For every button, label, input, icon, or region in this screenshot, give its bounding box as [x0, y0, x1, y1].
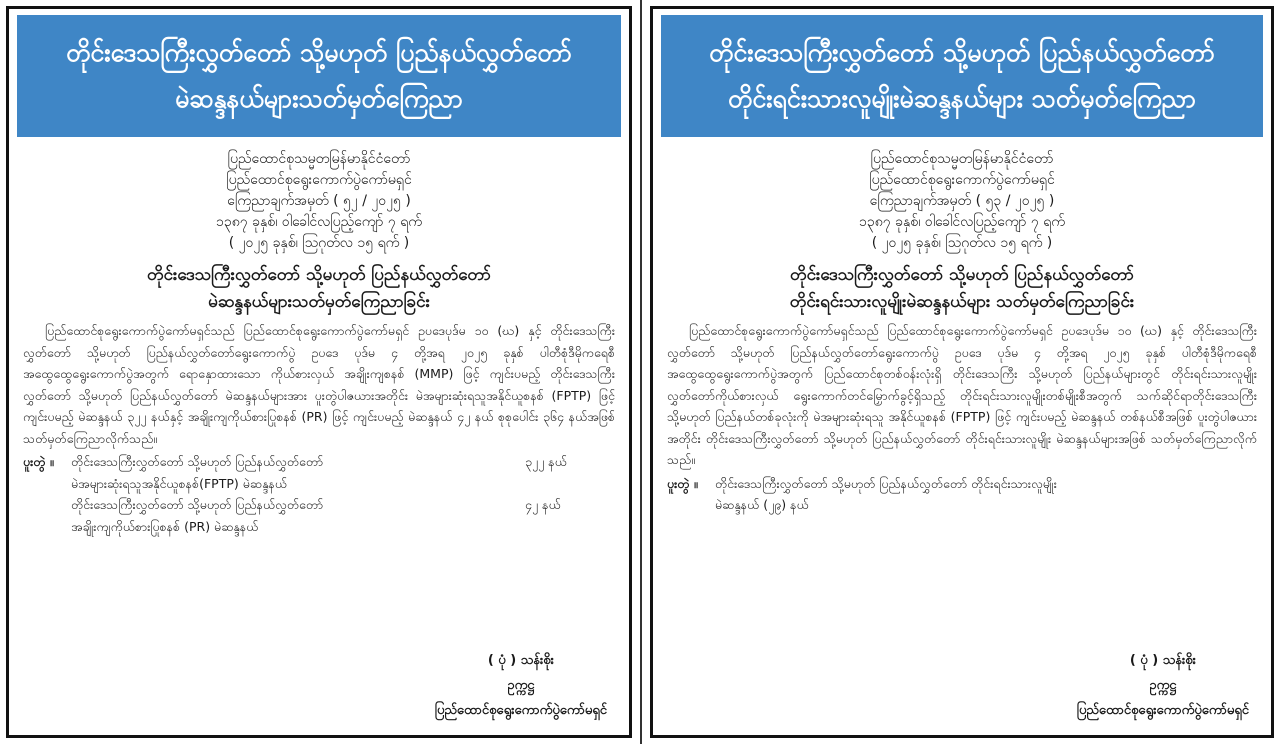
list-item-text: တိုင်းဒေသကြီးလွှတ်တော် သို့မဟုတ် ပြည်နယ်လွှတ်တော် တိုင်းရင်းသားလူမျိုး: [715, 475, 1057, 491]
body-paragraph-right: ပြည်ထောင်စုရွေးကောက်ပွဲကော်မရှင်သည် ပြည်ထောင်စုရွေးကောက်ပွဲကော်မရှင် ဥပဒေပုဒ်မ ၁၀ (ဃ) နှင့် တိုင်းဒေသကြီးလွှတ်တော် သို့မဟုတ် ပြည်နယ်လွှတ်တော်ရွေးကောက်ပွဲ ဥပဒေ ပုဒ်မ ၄ တို့အရ ၂၀၂၅ ခုနှစ် ပါတီစုံဒီမိုကရေစီအထွေထွေရွေးကောက်ပွဲအတွက် ပြည်ထောင်စုတစ်ဝန်းလုံးရှိ တိုင်းဒေသကြီး သို့မဟုတ် ပြည်နယ်များတွင် တိုင်းရင်းသားလူမျိုးလွှတ်တော်ကိုယ်စားလှယ် ရွေးကောက်တင်မြှောက်ခွင့်ရှိသည့် တိုင်းရင်းသားလူမျိုးတစ်မျိုးစီအတွက် သက်ဆိုင်ရာတိုင်းဒေသကြီး သို့မဟုတ် ပြည်နယ်တစ်ခုလုံးကို မဲအများဆုံးရသူ အနိုင်ယူစနစ် (FPTP) ဖြင့် ကျင်းပမည့် မဲဆန္ဒနယ် တစ်နယ်စီအဖြစ် ပူးတွဲပါဇယားအတိုင်း တိုင်းဒေသကြီးလွှတ်တော် သို့မဟုတ် ပြည်နယ်လွှတ်တော် တိုင်းရင်းသားလူမျိုး မဲဆန္ဒနယ်များအဖြစ် သတ်မှတ်ကြေညာလိုက်သည်။: [667, 323, 1257, 467]
subheading-line1: တိုင်းဒေသကြီးလွှတ်တော် သို့မဟုတ် ပြည်နယ်လွှတ်တော်: [147, 265, 491, 285]
banner-title-line2: မဲဆန္ဒနယ်များသတ်မှတ်ကြေညာ: [175, 84, 463, 113]
list-item-text-cont: အချိုးကျကိုယ်စားပြုစနစ် (PR) မဲဆန္ဒနယ်: [71, 518, 259, 534]
meta-myanmar-date: ၁၃၈၇ ခုနှစ်၊ ဝါခေါင်လပြည့်ကျော် ၇ ရက်: [859, 214, 1065, 230]
signer-role: ဥက္ကဋ္ဌ: [507, 678, 535, 693]
subheading-line2: မဲဆန္ဒနယ်များသတ်မှတ်ကြေညာခြင်း: [208, 292, 430, 312]
meta-country: ပြည်ထောင်စုသမ္မတမြန်မာနိုင်ငံတော်: [870, 151, 1054, 167]
meta-commission: ပြည်ထောင်စုရွေးကောက်ပွဲကော်မရှင်: [869, 172, 1055, 188]
meta-announcement-number: ကြေညာချက်အမှတ် ( ၅၂ / ၂၀၂၅ ): [227, 193, 411, 209]
signature-block-left: [435, 648, 607, 723]
meta-announcement-number: ကြေညာချက်အမှတ် ( ၅၃ / ၂၀၂၅ ): [869, 193, 1055, 209]
list-item: [23, 494, 615, 516]
meta-myanmar-date: ၁၃၈၇ ခုနှစ်၊ ဝါခေါင်လပြည့်ကျော် ၇ ရက်: [216, 214, 422, 230]
meta-gregorian-date: ( ၂၀၂၅ ခုနှစ်၊ ဩဂုတ်လ ၁၅ ရက် ): [228, 235, 410, 251]
signature-block-right: [1077, 648, 1249, 723]
banner-title-line1: တိုင်းဒေသကြီးလွှတ်တော် သို့မဟုတ် ပြည်နယ်လွှတ်တော်: [709, 38, 1215, 67]
banner-right: [661, 15, 1263, 137]
attachment-list-left: [23, 451, 615, 537]
banner-title-line1: တိုင်းဒေသကြီးလွှတ်တော် သို့မဟုတ် ပြည်နယ်လွှတ်တော်: [66, 38, 572, 67]
list-item-text-cont: မဲအများဆုံးရသူအနိုင်ယူစနစ်(FPTP) မဲဆန္ဒနယ်: [71, 475, 288, 491]
meta-commission: ပြည်ထောင်စုရွေးကောက်ပွဲကော်မရှင်: [226, 172, 412, 188]
subheading-right: [667, 262, 1257, 316]
signer-role: ဥက္ကဋ္ဌ: [1149, 678, 1177, 693]
list-item-count: ၄၂ နယ်: [525, 497, 561, 512]
announcement-panel-right: [650, 6, 1274, 738]
signer-org: ပြည်ထောင်စုရွေးကောက်ပွဲကော်မရှင်: [434, 703, 607, 718]
signer-org: ပြည်ထောင်စုရွေးကောက်ပွဲကော်မရှင်: [1076, 703, 1249, 718]
attachment-list-right: [667, 473, 1257, 516]
banner-left: [17, 15, 621, 137]
body-paragraph-left: ပြည်ထောင်စုရွေးကောက်ပွဲကော်မရှင်သည် ပြည်ထောင်စုရွေးကောက်ပွဲကော်မရှင် ဥပဒေပုဒ်မ ၁၀ (ဃ) နှင့် တိုင်းဒေသကြီးလွှတ်တော် သို့မဟုတ် ပြည်နယ်လွှတ်တော်ရွေးကောက်ပွဲ ဥပဒေ ပုဒ်မ ၄ တို့အရ ၂၀၂၅ ခုနှစ် ပါတီစုံဒီမိုကရေစီအထွေထွေရွေးကောက်ပွဲအတွက် ရောနှောထားသော ကိုယ်စားလှယ် အချိုးကျစနစ် (MMP) ဖြင့် ကျင်းပမည့် တိုင်းဒေသကြီးလွှတ်တော် သို့မဟုတ် ပြည်နယ်လွှတ်တော် မဲဆန္ဒနယ်များအား ပူးတွဲပါဇယားအတိုင်း မဲအများဆုံးရသူအနိုင်ယူစနစ် (FPTP) ဖြင့် ကျင်းပမည့် မဲဆန္ဒနယ် ၃၂၂ နယ်နှင့် အချိုးကျကိုယ်စားပြုစနစ် (PR) ဖြင့် ကျင်းပမည့် မဲဆန္ဒနယ် ၄၂ နယ် စုစုပေါင်း ၃၆၄ နယ်အဖြစ် သတ်မှတ်ကြေညာလိုက်သည်။: [23, 323, 615, 446]
meta-gregorian-date: ( ၂၀၂၅ ခုနှစ်၊ ဩဂုတ်လ ၁၅ ရက် ): [871, 235, 1053, 251]
attachment-label: ပူးတွဲ ။: [23, 454, 54, 469]
announcement-panel-left: [6, 6, 632, 738]
subheading-line1: တိုင်းဒေသကြီးလွှတ်တော် သို့မဟုတ် ပြည်နယ်လွှတ်တော်: [790, 265, 1134, 285]
panel-divider: [640, 0, 642, 744]
meta-block-right: [667, 149, 1257, 254]
signer-name: ( ပုံ ) သန်းစိုး: [487, 653, 554, 668]
list-item: [23, 451, 615, 473]
meta-country: ပြည်ထောင်စုသမ္မတမြန်မာနိုင်ငံတော်: [227, 151, 411, 167]
list-item-count: ၃၂၂ နယ်: [525, 454, 567, 469]
meta-block-left: [23, 149, 615, 254]
banner-title-line2: တိုင်းရင်းသားလူမျိုးမဲဆန္ဒနယ်များ သတ်မှတ်ကြေညာ: [728, 84, 1196, 113]
list-item-text: တိုင်းဒေသကြီးလွှတ်တော် သို့မဟုတ် ပြည်နယ်လွှတ်တော်: [71, 497, 324, 512]
subheading-left: [23, 262, 615, 316]
signer-name: ( ပုံ ) သန်းစိုး: [1129, 653, 1196, 668]
attachment-label: ပူးတွဲ ။: [667, 475, 698, 491]
list-item: [667, 473, 1257, 495]
subheading-line2: တိုင်းရင်းသားလူမျိုးမဲဆန္ဒနယ်များ သတ်မှတ်ကြေညာခြင်း: [789, 292, 1135, 312]
list-item-text-cont: မဲဆန္ဒနယ် (၂၉) နယ်: [715, 497, 809, 512]
list-item-text: တိုင်းဒေသကြီးလွှတ်တော် သို့မဟုတ် ပြည်နယ်လွှတ်တော်: [71, 454, 324, 469]
